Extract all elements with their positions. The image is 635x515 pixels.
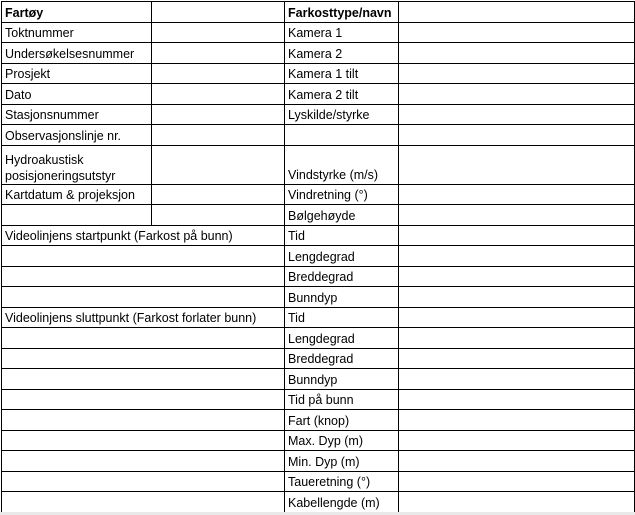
table-row <box>2 307 635 328</box>
field-label: Observasjonslinje nr. <box>2 125 152 146</box>
field-label: Kabellengde (m) <box>285 492 399 513</box>
empty-cell <box>2 451 285 472</box>
field-label: Bunndyp <box>285 369 399 390</box>
table-row <box>2 369 635 390</box>
field-label: Undersøkelsesnummer <box>2 43 152 64</box>
field-value-cell[interactable] <box>152 43 285 64</box>
field-label: Breddegrad <box>285 348 399 369</box>
table-row <box>2 84 635 105</box>
field-value-cell[interactable] <box>152 205 285 226</box>
field-value-cell[interactable] <box>152 104 285 125</box>
table-row <box>2 287 635 308</box>
field-label: Dato <box>2 84 152 105</box>
table-row <box>2 246 635 267</box>
field-label <box>285 125 399 146</box>
field-label: Hydroakustisk posisjoneringsutstyr <box>2 145 152 184</box>
table-row <box>2 389 635 410</box>
table-row <box>2 492 635 513</box>
field-value-cell[interactable] <box>399 246 635 267</box>
observation-form-table <box>1 1 635 513</box>
table-row <box>2 205 635 226</box>
field-value-cell[interactable] <box>152 84 285 105</box>
field-label: Tid <box>285 307 399 328</box>
field-value-cell[interactable] <box>399 145 635 184</box>
field-value-cell[interactable] <box>399 225 635 246</box>
field-label: Taueretning (°) <box>285 471 399 492</box>
field-value-cell[interactable] <box>399 389 635 410</box>
table-row <box>2 145 635 184</box>
field-value-cell[interactable] <box>399 287 635 308</box>
table-row <box>2 266 635 287</box>
field-label: Min. Dyp (m) <box>285 451 399 472</box>
field-value-cell[interactable] <box>399 348 635 369</box>
table-row <box>2 451 635 472</box>
field-value-cell[interactable] <box>152 63 285 84</box>
field-value-cell[interactable] <box>399 492 635 513</box>
header-vehicle-label: Farkosttype/navn <box>285 2 399 23</box>
table-row <box>2 471 635 492</box>
empty-cell <box>2 287 285 308</box>
field-label: Kamera 1 tilt <box>285 63 399 84</box>
table-row <box>2 184 635 205</box>
table-row <box>2 225 635 246</box>
field-value-cell[interactable] <box>399 205 635 226</box>
field-value-cell[interactable] <box>399 471 635 492</box>
field-value-cell[interactable] <box>399 328 635 349</box>
field-value-cell[interactable] <box>399 307 635 328</box>
field-label: Prosjekt <box>2 63 152 84</box>
field-value-cell[interactable] <box>399 410 635 431</box>
field-value-cell[interactable] <box>399 266 635 287</box>
field-value-cell[interactable] <box>399 184 635 205</box>
field-label <box>2 205 152 226</box>
field-label: Fart (knop) <box>285 410 399 431</box>
field-value-cell[interactable] <box>152 145 285 184</box>
field-label: Lyskilde/styrke <box>285 104 399 125</box>
table-row <box>2 348 635 369</box>
empty-cell <box>2 369 285 390</box>
field-value-cell[interactable] <box>399 104 635 125</box>
empty-cell <box>2 266 285 287</box>
table-row <box>2 328 635 349</box>
table-row <box>2 43 635 64</box>
table-row <box>2 410 635 431</box>
field-label: Toktnummer <box>2 22 152 43</box>
empty-cell <box>2 492 285 513</box>
field-value-cell[interactable] <box>399 125 635 146</box>
empty-cell <box>2 471 285 492</box>
field-label: Lengdegrad <box>285 246 399 267</box>
field-label: Bølgehøyde <box>285 205 399 226</box>
field-label: Vindstyrke (m/s) <box>285 145 399 184</box>
field-label: Bunndyp <box>285 287 399 308</box>
empty-cell <box>2 246 285 267</box>
field-label: Kamera 1 <box>285 22 399 43</box>
field-value-cell[interactable] <box>152 22 285 43</box>
field-label: Kamera 2 <box>285 43 399 64</box>
table-row <box>2 125 635 146</box>
field-value-cell[interactable] <box>152 125 285 146</box>
field-value-cell[interactable] <box>399 369 635 390</box>
empty-cell <box>2 389 285 410</box>
field-label: Breddegrad <box>285 266 399 287</box>
field-value-cell[interactable] <box>152 184 285 205</box>
start-section-title: Videolinjens startpunkt (Farkost på bunn) <box>2 225 285 246</box>
table-row <box>2 22 635 43</box>
field-label: Kartdatum & projeksjon <box>2 184 152 205</box>
field-value-cell[interactable] <box>399 430 635 451</box>
field-value-cell[interactable] <box>399 451 635 472</box>
header-vehicle-value-cell[interactable] <box>399 2 635 23</box>
field-label: Tid <box>285 225 399 246</box>
field-label: Vindretning (°) <box>285 184 399 205</box>
field-label: Stasjonsnummer <box>2 104 152 125</box>
field-label: Tid på bunn <box>285 389 399 410</box>
field-value-cell[interactable] <box>399 43 635 64</box>
header-row <box>2 2 635 23</box>
header-vessel-value-cell[interactable] <box>152 2 285 23</box>
field-label: Lengdegrad <box>285 328 399 349</box>
field-value-cell[interactable] <box>399 63 635 84</box>
header-vessel-label: Fartøy <box>2 2 152 23</box>
empty-cell <box>2 348 285 369</box>
field-value-cell[interactable] <box>399 84 635 105</box>
empty-cell <box>2 328 285 349</box>
end-section-title: Videolinjens sluttpunkt (Farkost forlater bunn) <box>2 307 285 328</box>
empty-cell <box>2 430 285 451</box>
table-row <box>2 430 635 451</box>
field-label: Max. Dyp (m) <box>285 430 399 451</box>
empty-cell <box>2 410 285 431</box>
table-row <box>2 63 635 84</box>
table-row <box>2 104 635 125</box>
field-value-cell[interactable] <box>399 22 635 43</box>
field-label: Kamera 2 tilt <box>285 84 399 105</box>
